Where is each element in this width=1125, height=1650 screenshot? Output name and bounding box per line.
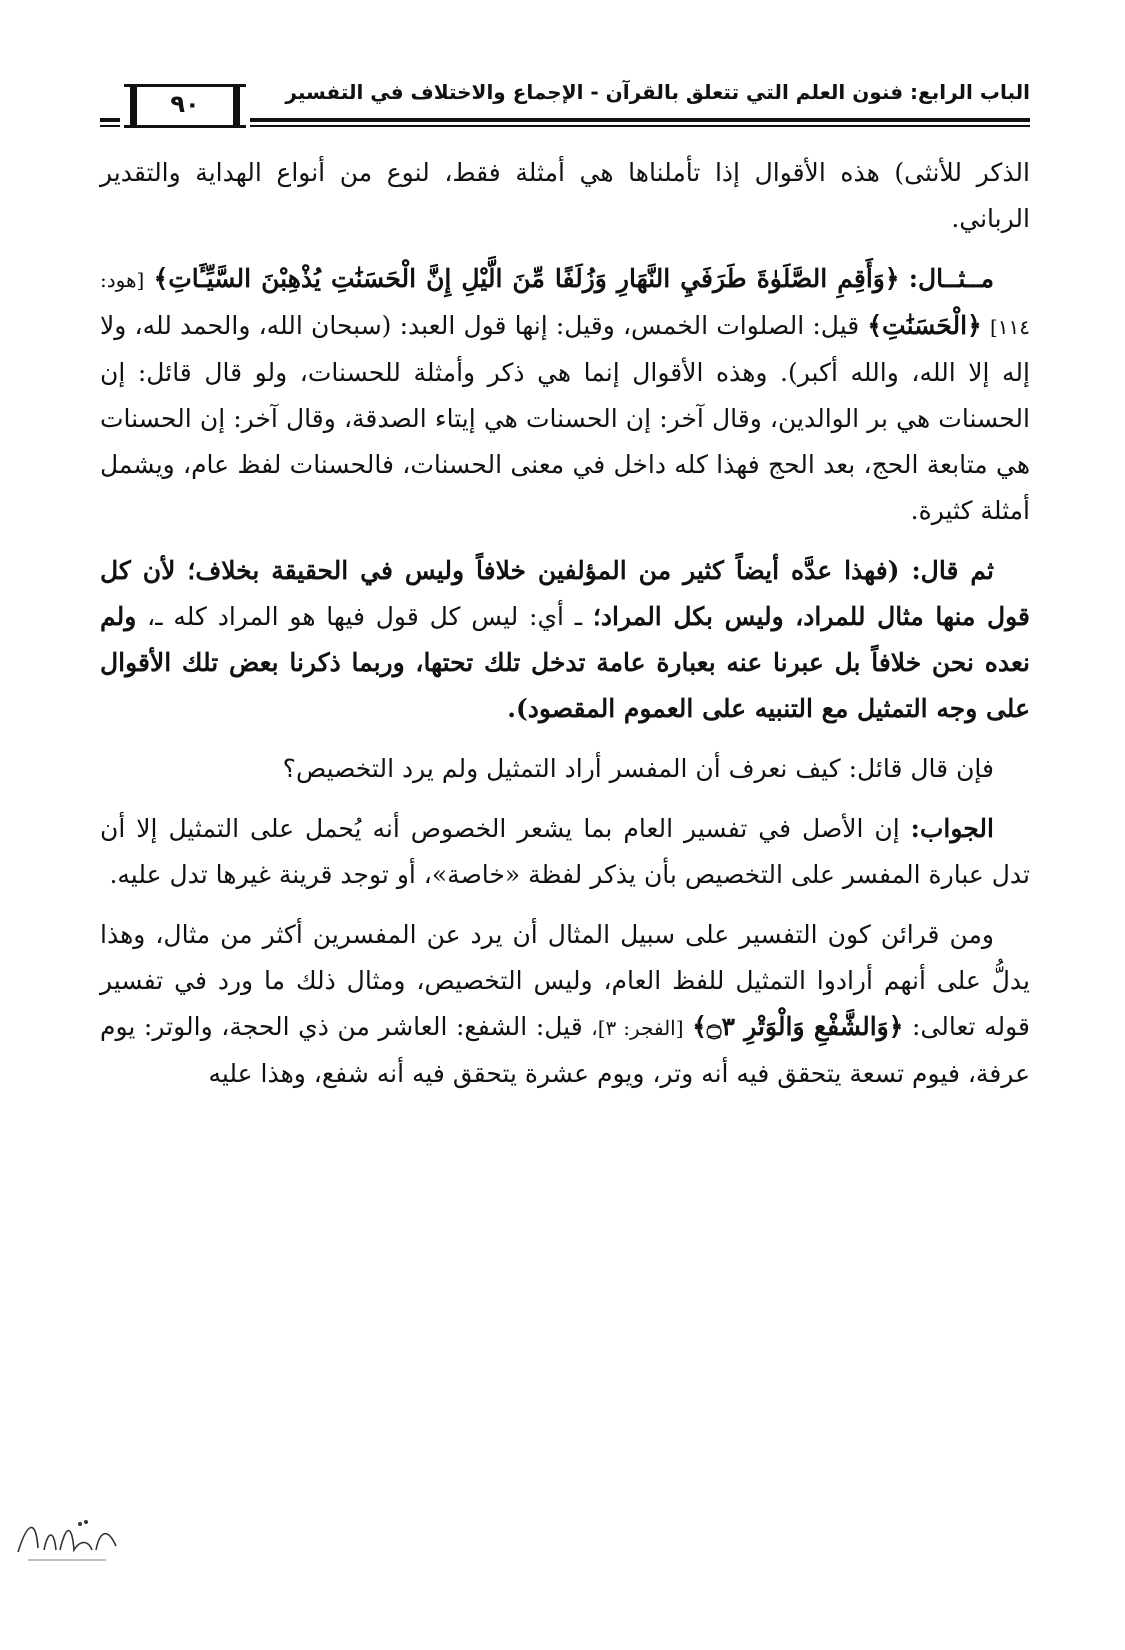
signature-stamp — [10, 1500, 130, 1570]
parenthetical-text: ـ أي: ليس كل قول فيها هو المراد كله ـ، — [147, 602, 583, 631]
quran-word: ﴿الْحَسَنَٰتِ﴾ — [867, 311, 982, 340]
example-label: مــثــال: — [908, 264, 994, 293]
paragraph-4 — [100, 746, 1030, 792]
chapter-title: الباب الرابع: فنون العلم التي تتعلق بالقرآن - الإجماع والاختلاف في التفسير — [285, 80, 1030, 104]
quoted-text-bold: ثم قال: (فهذا عدَّه أيضاً كثير من المؤلفين خلافاً وليس في الحقيقة بخلاف؛ لأن كل قول منها مثال للمراد، وليس بكل المراد؛ — [100, 556, 1031, 631]
paragraph-1 — [100, 150, 1030, 242]
signature-mark — [10, 1500, 130, 1570]
quran-verse: ﴿وَالشَّفْعِ وَالْوَتْرِ ۝٣﴾ — [692, 1012, 904, 1041]
paragraph-text: إن الأصل في تفسير العام بما يشعر الخصوص أنه يُحمل على التمثيل إلا أن تدل عبارة المفسر على التخصيص بأن يذكر لفظة «خاصة»، أو توجد قرينة غيرها تدل عليه. — [100, 814, 1030, 889]
verse-reference: [هود: ١١٤] — [100, 268, 1031, 339]
paragraph-5 — [100, 806, 1030, 898]
paragraph-3 — [100, 548, 1030, 732]
paragraph-text: قيل: الشفع: العاشر من ذي الحجة، والوتر: يوم عرفة، فيوم تسعة يتحقق فيه أنه وتر، ويوم عشرة يتحقق فيه أنه شفع، وهذا عليه — [100, 1012, 1030, 1088]
paragraph-text: فإن قال قائل: كيف نعرف أن المفسر أراد التمثيل ولم يرد التخصيص؟ — [282, 754, 994, 783]
page-header — [100, 72, 1030, 136]
page-body — [100, 150, 1030, 1111]
quoted-text-bold: ولم نعده نحن خلافاً بل عبرنا عنه بعبارة عامة تدخل تلك تحتها، وربما ذكرنا بعض تلك الأقوال على وجه التمثيل مع التنبيه على العموم المقصود). — [100, 602, 1030, 723]
paragraph-text: ومن قرائن كون التفسير على سبيل المثال أن يرد عن المفسرين أكثر من مثال، وهذا يدلُّ على أنهم أرادوا التمثيل للفظ العام، وليس التخصيص، ومثال ذلك ما ورد في تفسير قوله تعالى: — [100, 920, 1030, 1041]
paragraph-text: الذكر للأنثى) هذه الأقوال إذا تأملناها هي أمثلة فقط، لنوع من أنواع الهداية والتقدير الرباني. — [100, 158, 1030, 233]
paragraph-6 — [100, 912, 1030, 1097]
paragraph-text: قيل: الصلوات الخمس، وقيل: إنها قول العبد: (سبحان الله، والحمد لله، ولا إله إلا الله، والله أكبر). وهذه الأقوال إنما هي ذكر وأمثلة للحسنات، ولو قال قائل: إن الحسنات هي بر الوالدين، وقال آخر: إن الحسنات هي إيتاء الصدقة، وقال آخر: إن الحسنات هي متابعة الحج، بعد الحج فهذا كله داخل في معنى الحسنات، فالحسنات لفظ عام، ويشمل أمثلة كثيرة. — [100, 311, 1030, 525]
page-number: ٩٠ — [170, 90, 200, 118]
page-number-frame — [120, 84, 250, 128]
answer-label: الجواب: — [910, 814, 994, 843]
paragraph-2 — [100, 256, 1030, 534]
quran-verse: ﴿وَأَقِمِ الصَّلَوٰةَ طَرَفَيِ النَّهَارِ وَزُلَفًا مِّنَ الَّيْلِ إِنَّ الْحَسَنَٰتِ يُذْهِبْنَ السَّيِّـَٔاتِ﴾ — [153, 264, 900, 293]
verse-reference: [الفجر: ٣]، — [591, 1016, 684, 1040]
